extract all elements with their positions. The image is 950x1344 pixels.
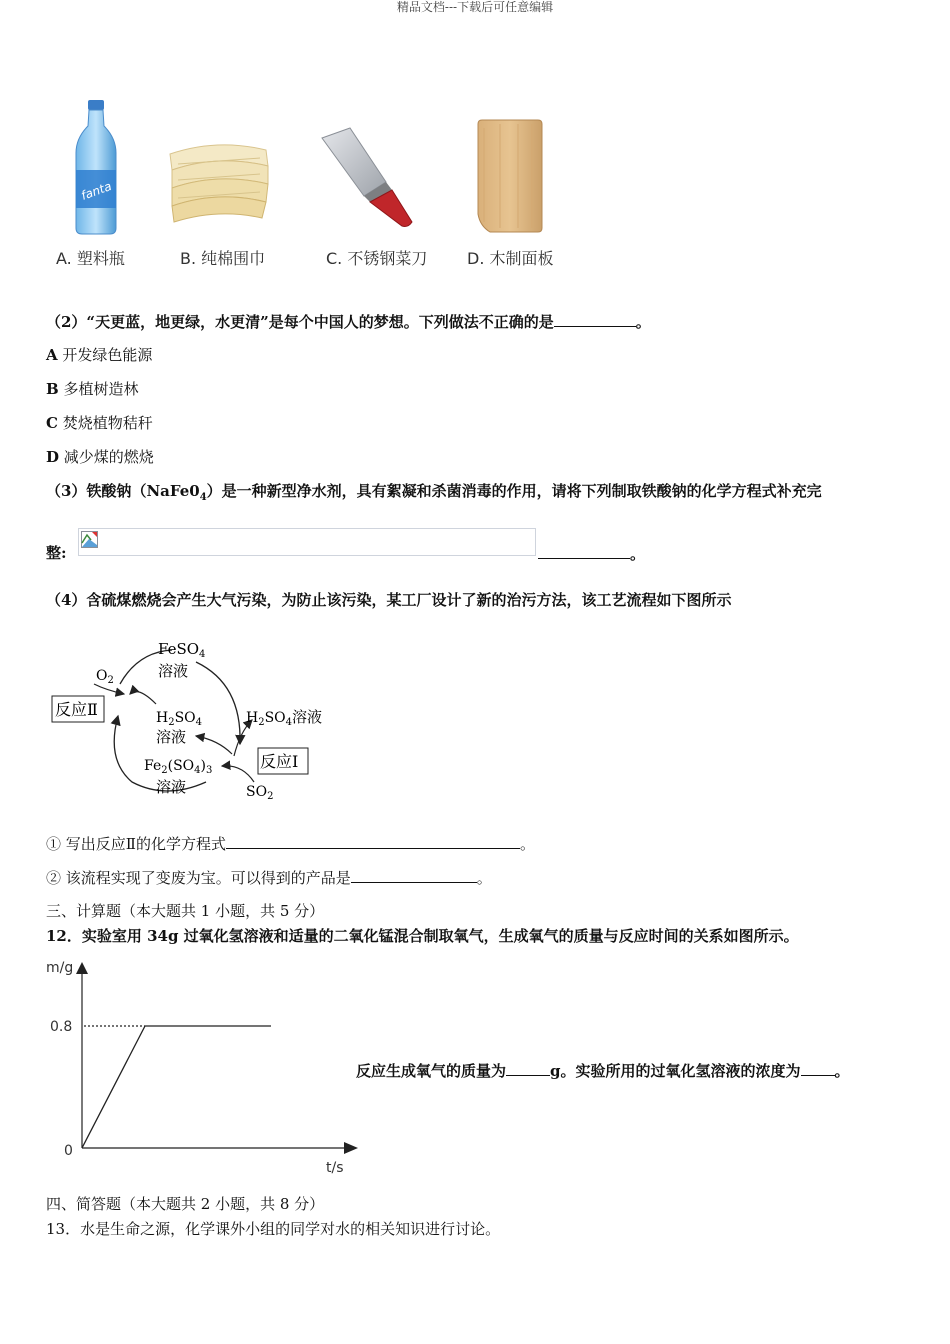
q3-answer-line [538, 542, 645, 565]
q2-stem-text: （2）“天更蓝，地更绿，水更清”是每个中国人的梦想。下列做法不正确的是 [46, 313, 554, 331]
product-label-c: C. 不锈钢菜刀 [326, 249, 428, 268]
option-key: B [46, 380, 59, 398]
q4-sub2-end: 。 [476, 869, 492, 887]
q4-sub2-blank [351, 866, 477, 883]
q3-formula-sub: 4 [199, 492, 207, 503]
broken-image-placeholder [78, 528, 536, 556]
option-text: 减少煤的燃烧 [63, 448, 154, 466]
q13-stem: 13．水是生命之源，化学课外小组的同学对水的相关知识进行讨论。 [46, 1220, 501, 1238]
y-axis-label: m/g [46, 960, 74, 976]
product-label-d: D. 木制面板 [467, 249, 554, 268]
q12-blank-mass [506, 1059, 550, 1076]
arrow-so2-in [222, 766, 254, 782]
q4-stem: （4）含硫煤燃烧会产生大气污染，为防止该污染，某工厂设计了新的治污方法，该工艺流程如下图所示 [46, 591, 732, 609]
q2-option-b [46, 378, 138, 400]
q2-option-a [46, 344, 152, 366]
series-oxygen-mass [82, 1026, 271, 1148]
q12-answer-b: 。实验所用的过氧化氢溶液的浓度为 [560, 1062, 801, 1080]
section4-title: 四、简答题（本大题共 2 小题，共 8 分） [46, 1195, 325, 1213]
q12-answer-line [356, 1059, 850, 1082]
q3-formula: NaFe0 [146, 482, 200, 500]
o2-label: $O_2$ [96, 668, 114, 686]
q4-sub2 [46, 866, 492, 889]
q3-continued: 整: [46, 544, 67, 562]
q2-stem [46, 310, 651, 333]
q2-answer-blank [554, 310, 636, 327]
q12-blank-concentration [801, 1059, 835, 1076]
bottle-brand: fanta [79, 179, 114, 203]
q3-stem-post: ）是一种新型净水剂，具有絮凝和杀菌消毒的作用，请将下列制取铁酸钠的化学方程式补充完 [206, 482, 822, 500]
arrow-h2so4-to-reaction2 [130, 692, 156, 704]
reaction2-label: 反应Ⅱ [55, 700, 98, 719]
q3-stem-pre: （3）铁酸钠（ [46, 482, 147, 500]
cotton-scarf-icon [162, 128, 274, 228]
product-label-b: B. 纯棉围巾 [180, 249, 266, 268]
q12-stem: 12．实验室用 34g 过氧化氢溶液和适量的二氧化锰混合制取氧气，生成氧气的质量与反应时间的关系如图所示。 [46, 927, 799, 945]
y-axis-arrow [76, 962, 88, 974]
reaction1-label: 反应Ⅰ [260, 752, 299, 771]
option-text: 开发绿色能源 [62, 346, 153, 364]
q12-unit: g [550, 1062, 561, 1080]
h2so4-inner-label: $H_2SO_4$ [156, 710, 203, 728]
oxygen-mass-chart [40, 952, 370, 1182]
q4-sub2-text: ② 该流程实现了变废为宝。可以得到的产品是 [46, 869, 351, 887]
fe2so43-label: $Fe_2(SO_4)_3$ [144, 758, 213, 776]
arrow-feso4-to-reaction1 [196, 662, 240, 744]
q4-sub1 [46, 832, 535, 855]
option-key: A [46, 346, 58, 364]
product-label-a: A. 塑料瓶 [56, 249, 125, 268]
fe2so43-solution: 溶液 [156, 778, 187, 796]
q12-answer-a: 反应生成氧气的质量为 [356, 1062, 507, 1080]
q2-option-d [46, 446, 154, 468]
so2-label: $SO_2$ [246, 784, 274, 802]
q4-sub1-text: ① 写出反应Ⅱ的化学方程式 [46, 835, 226, 853]
q4-sub1-end: 。 [519, 835, 535, 853]
x-axis-label: t/s [326, 1160, 344, 1176]
q2-option-c [46, 412, 153, 434]
y-tick-label-0: 0 [64, 1143, 73, 1159]
option-key: C [46, 414, 58, 432]
x-axis-arrow [344, 1142, 358, 1154]
q3-end: 。 [630, 545, 646, 563]
broken-image-icon [81, 531, 98, 548]
y-tick-label-0-8: 0.8 [50, 1019, 73, 1035]
wooden-board-icon [470, 118, 546, 236]
q4-sub1-blank [226, 832, 520, 849]
h2so4-out-label: $H_2SO_4$溶液 [246, 708, 323, 728]
feso4-solution-label: 溶液 [158, 662, 189, 680]
plastic-bottle-icon [66, 98, 126, 238]
option-key: D [46, 448, 60, 466]
page-header: 精品文档---下载后可任意编辑 [396, 0, 554, 14]
option-text: 多植树造林 [63, 380, 139, 398]
q3-stem [46, 480, 822, 509]
section3-title: 三、计算题（本大题共 1 小题，共 5 分） [46, 902, 325, 920]
option-text: 焚烧植物秸秆 [62, 414, 153, 432]
q3-answer-blank [538, 542, 630, 559]
arrow-to-h2so4 [196, 736, 232, 754]
q2-end: 。 [635, 313, 651, 331]
q12-end: 。 [834, 1062, 850, 1080]
h2so4-inner-solution: 溶液 [156, 728, 187, 746]
steel-knife-icon [314, 122, 420, 230]
feso4-label: FeSO$_4$ [158, 640, 206, 660]
process-flow-diagram [46, 632, 346, 804]
